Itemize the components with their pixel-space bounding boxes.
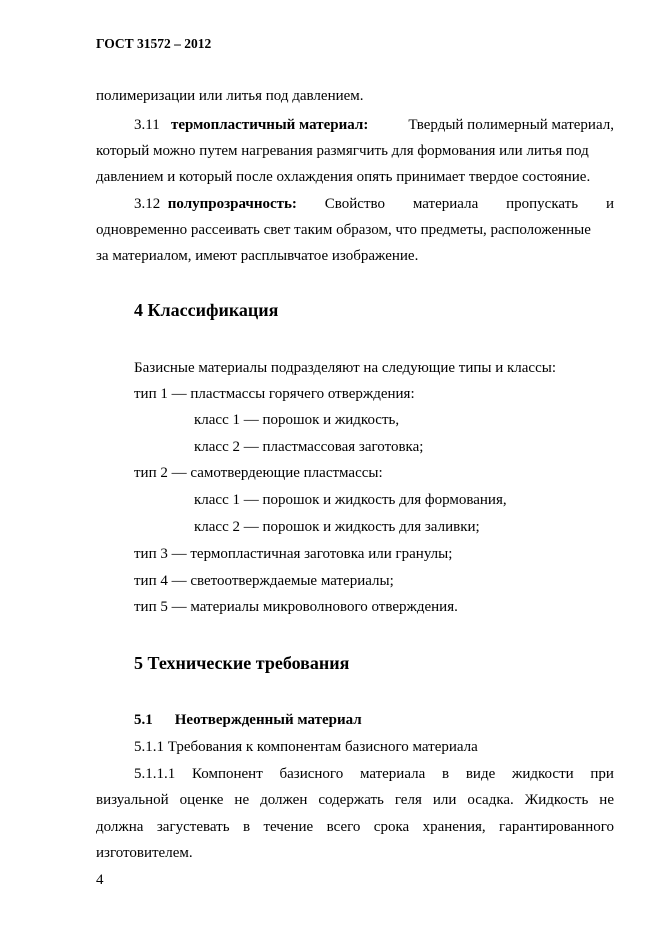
definition-word: Свойство bbox=[324, 196, 386, 212]
definition-3-12-line3: за материалом, имеют расплывчатое изображение. bbox=[96, 248, 419, 264]
definition-word: и bbox=[605, 196, 614, 212]
clause-5-1-1-1-line4: изготовителем. bbox=[96, 845, 193, 861]
type-2-class-2: класс 2 — порошок и жидкость для заливки; bbox=[194, 519, 480, 535]
definition-number: 3.12 bbox=[134, 196, 161, 212]
clause-word: базисного bbox=[279, 766, 344, 782]
clause-5-1-1-1-line2: визуальной оценке не должен содержать геля или осадка. Жидкость не bbox=[96, 792, 614, 808]
type-5: тип 5 — материалы микроволнового отверждения. bbox=[134, 599, 458, 615]
type-1-class-2: класс 2 — пластмассовая заготовка; bbox=[194, 439, 424, 455]
paragraph-continuation: полимеризации или литья под давлением. bbox=[96, 88, 364, 104]
definition-3-12-line1 bbox=[134, 196, 614, 213]
clause-word: при bbox=[590, 766, 614, 782]
clause-word: жидкости bbox=[511, 766, 574, 782]
definition-3-11-line3: давлением и который после охлаждения опять принимает твердое состояние. bbox=[96, 169, 591, 185]
type-4: тип 4 — светоотверждаемые материалы; bbox=[134, 573, 394, 589]
page-number: 4 bbox=[96, 872, 104, 888]
definition-3-11-line2: который можно путем нагревания размягчить для формования или литья под bbox=[96, 143, 589, 159]
clause-word: в bbox=[442, 766, 450, 782]
section-4-heading: 4 Классификация bbox=[134, 300, 279, 320]
type-3: тип 3 — термопластичная заготовка или гранулы; bbox=[134, 546, 453, 562]
definition-word: материала bbox=[412, 196, 479, 212]
type-1: тип 1 — пластмассы горячего отверждения: bbox=[134, 386, 415, 402]
classification-intro: Базисные материалы подразделяют на следующие типы и классы: bbox=[134, 360, 556, 376]
type-2-class-1: класс 1 — порошок и жидкость для формования, bbox=[194, 492, 507, 508]
definition-number: 3.11 bbox=[134, 117, 160, 133]
clause-word: виде bbox=[465, 766, 496, 782]
definition-term: полупрозрачность: bbox=[167, 196, 297, 212]
clause-number: 5.1.1.1 bbox=[134, 766, 176, 782]
clause-5-1-1: 5.1.1 Требования к компонентам базисного материала bbox=[134, 739, 478, 755]
definition-term: термопластичный материал: bbox=[170, 117, 369, 133]
standard-header: ГОСТ 31572 – 2012 bbox=[96, 36, 212, 51]
subsection-title: Неотвержденный материал bbox=[174, 712, 362, 728]
clause-word: Компонент bbox=[191, 766, 263, 782]
clause-5-1-1-1-line3: должна загустевать в течение всего срока хранения, гарантированного bbox=[96, 819, 614, 835]
definition-3-12-line2: одновременно рассеивать свет таким образом, что предметы, расположенные bbox=[96, 222, 591, 238]
clause-word: материала bbox=[359, 766, 426, 782]
definition-3-11-line1 bbox=[134, 117, 614, 134]
definition-word: пропускать bbox=[506, 196, 579, 212]
definition-text: Твердый полимерный материал, bbox=[408, 117, 614, 133]
clause-5-1-1-1-line1 bbox=[134, 766, 614, 783]
type-1-class-1: класс 1 — порошок и жидкость, bbox=[194, 412, 400, 428]
section-5-heading: 5 Технические требования bbox=[134, 653, 350, 673]
subsection-number: 5.1 bbox=[134, 712, 153, 728]
type-2: тип 2 — самотвердеющие пластмассы: bbox=[134, 465, 383, 481]
subsection-5-1-heading bbox=[134, 712, 652, 729]
